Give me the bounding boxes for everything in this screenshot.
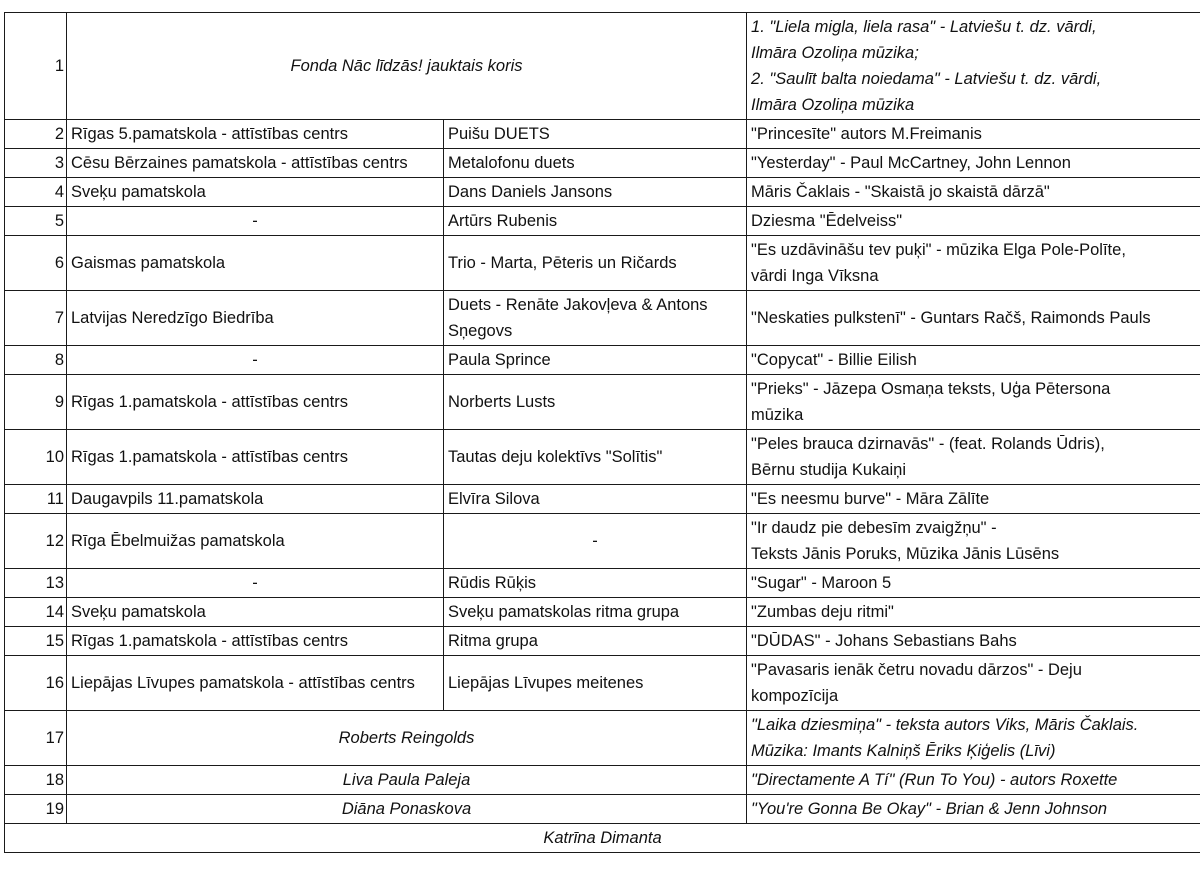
song-cell: [747, 627, 1200, 656]
song-cell: [747, 656, 1200, 711]
song-cell: [747, 375, 1200, 430]
school-cell: Daugavpils 11.pamatskola: [67, 485, 444, 514]
song-line: "Yesterday" - Paul McCartney, John Lennon: [751, 154, 1071, 172]
song-line: Mūzika: Imants Kalniņš Ēriks Ķiģelis (Līvi): [751, 742, 1056, 760]
song-cell: [747, 178, 1200, 207]
table-row: [5, 120, 1200, 149]
performer-cell: Ritma grupa: [444, 627, 747, 656]
school-cell: Gaismas pamatskola: [67, 236, 444, 291]
song-line: "Directamente A Tí" (Run To You) - autors Roxette: [751, 771, 1118, 789]
school-cell: Rīgas 1.pamatskola - attīstības centrs: [67, 430, 444, 485]
performer-cell: Artūrs Rubenis: [444, 207, 747, 236]
song-line: Ilmāra Ozoliņa mūzika: [751, 96, 915, 114]
school-cell: Cēsu Bērzaines pamatskola - attīstības centrs: [67, 149, 444, 178]
song-cell: [747, 291, 1200, 346]
row-number: 17: [5, 711, 67, 766]
song-line: "Neskaties pulkstenī" - Guntars Račš, Raimonds Pauls: [751, 309, 1151, 327]
row-number: 6: [5, 236, 67, 291]
song-line: 2. "Saulīt balta noiedama" - Latviešu t. dz. vārdi,: [751, 70, 1102, 88]
table-row: [5, 569, 1200, 598]
school-cell: Rīgas 1.pamatskola - attīstības centrs: [67, 375, 444, 430]
performer-cell: Liva Paula Paleja: [67, 766, 747, 795]
performance-table-body: [5, 13, 1200, 853]
table-row: [5, 13, 1200, 120]
table-row: [5, 514, 1200, 569]
table-row: [5, 291, 1200, 346]
table-row: [5, 598, 1200, 627]
song-line: "Es uzdāvināšu tev puķi" - mūzika Elga Pole-Polīte,: [751, 241, 1126, 259]
table-row: [5, 149, 1200, 178]
song-cell: [747, 598, 1200, 627]
row-number: 9: [5, 375, 67, 430]
performer-cell: Trio - Marta, Pēteris un Ričards: [444, 236, 747, 291]
school-cell: Liepājas Līvupes pamatskola - attīstības centrs: [67, 656, 444, 711]
song-cell: [747, 514, 1200, 569]
school-cell: -: [67, 569, 444, 598]
table-row: [5, 711, 1200, 766]
song-line: Dziesma "Ēdelveiss": [751, 212, 903, 230]
performer-cell: Rūdis Rūķis: [444, 569, 747, 598]
performer-cell: Duets - Renāte Jakovļeva & Antons Sņegovs: [444, 291, 747, 346]
song-cell: [747, 569, 1200, 598]
row-number: 5: [5, 207, 67, 236]
table-row: [5, 207, 1200, 236]
song-line: Teksts Jānis Poruks, Mūzika Jānis Lūsēns: [751, 545, 1060, 563]
footer-name: Katrīna Dimanta: [5, 824, 1200, 853]
school-cell: Rīgas 5.pamatskola - attīstības centrs: [67, 120, 444, 149]
row-number: 1: [5, 13, 67, 120]
song-cell: [747, 236, 1200, 291]
song-line: Māris Čaklais - "Skaistā jo skaistā dārzā": [751, 183, 1050, 201]
school-cell: Sveķu pamatskola: [67, 178, 444, 207]
performer-cell: Norberts Lusts: [444, 375, 747, 430]
song-cell: [747, 346, 1200, 375]
school-cell: Rīga Ēbelmuižas pamatskola: [67, 514, 444, 569]
table-row: [5, 795, 1200, 824]
song-line: "Es neesmu burve" - Māra Zālīte: [751, 490, 990, 508]
performer-cell: Liepājas Līvupes meitenes: [444, 656, 747, 711]
school-cell: -: [67, 207, 444, 236]
school-cell: Sveķu pamatskola: [67, 598, 444, 627]
row-number: 8: [5, 346, 67, 375]
footer-row: [5, 824, 1200, 853]
song-cell: [747, 485, 1200, 514]
song-cell: [747, 149, 1200, 178]
performer-cell: Elvīra Silova: [444, 485, 747, 514]
song-cell: [747, 766, 1200, 795]
performer-cell: Sveķu pamatskolas ritma grupa: [444, 598, 747, 627]
song-line: "Ir daudz pie debesīm zvaigžņu" -: [751, 519, 997, 537]
row-number: 3: [5, 149, 67, 178]
table-row: [5, 485, 1200, 514]
song-line: mūzika: [751, 406, 804, 424]
song-cell: [747, 120, 1200, 149]
school-cell: Latvijas Neredzīgo Biedrība: [67, 291, 444, 346]
row-number: 4: [5, 178, 67, 207]
song-cell: [747, 430, 1200, 485]
row-number: 16: [5, 656, 67, 711]
song-line: "Princesīte" autors M.Freimanis: [751, 125, 982, 143]
performer-cell: Metalofonu duets: [444, 149, 747, 178]
song-line: Ilmāra Ozoliņa mūzika;: [751, 44, 919, 62]
performer-cell: Roberts Reingolds: [67, 711, 747, 766]
performer-cell: -: [444, 514, 747, 569]
song-line: "You're Gonna Be Okay" - Brian & Jenn Johnson: [751, 800, 1108, 818]
performer-cell: Fonda Nāc līdzās! jauktais koris: [67, 13, 747, 120]
song-line: Bērnu studija Kukaiņi: [751, 461, 907, 479]
row-number: 18: [5, 766, 67, 795]
performer-cell: Puišu DUETS: [444, 120, 747, 149]
song-cell: [747, 207, 1200, 236]
song-cell: [747, 795, 1200, 824]
table-row: [5, 656, 1200, 711]
song-cell: [747, 711, 1200, 766]
row-number: 19: [5, 795, 67, 824]
table-row: [5, 430, 1200, 485]
table-row: [5, 236, 1200, 291]
song-line: "Sugar" - Maroon 5: [751, 574, 892, 592]
row-number: 14: [5, 598, 67, 627]
table-row: [5, 375, 1200, 430]
song-line: "Copycat" - Billie Eilish: [751, 351, 917, 369]
song-line: "DŪDAS" - Johans Sebastians Bahs: [751, 632, 1017, 650]
table-row: [5, 766, 1200, 795]
song-line: kompozīcija: [751, 687, 839, 705]
row-number: 12: [5, 514, 67, 569]
song-cell: [747, 13, 1200, 120]
performer-cell: Dans Daniels Jansons: [444, 178, 747, 207]
song-line: "Zumbas deju ritmi": [751, 603, 894, 621]
school-cell: -: [67, 346, 444, 375]
row-number: 2: [5, 120, 67, 149]
song-line: "Laika dziesmiņa" - teksta autors Viks, Māris Čaklais.: [751, 716, 1139, 734]
row-number: 7: [5, 291, 67, 346]
row-number: 15: [5, 627, 67, 656]
performer-cell: Paula Sprince: [444, 346, 747, 375]
program-sheet: [4, 12, 1200, 853]
table-row: [5, 346, 1200, 375]
song-line: "Prieks" - Jāzepa Osmaņa teksts, Uģa Pētersona: [751, 380, 1111, 398]
song-line: 1. "Liela migla, liela rasa" - Latviešu t. dz. vārdi,: [751, 18, 1097, 36]
song-line: "Pavasaris ienāk četru novadu dārzos" - Deju: [751, 661, 1082, 679]
song-line: vārdi Inga Vīksna: [751, 267, 879, 285]
song-line: "Peles brauca dzirnavās" - (feat. Rolands Ūdris),: [751, 435, 1105, 453]
row-number: 10: [5, 430, 67, 485]
performer-cell: Tautas deju kolektīvs "Solītis": [444, 430, 747, 485]
row-number: 11: [5, 485, 67, 514]
performer-cell: Diāna Ponaskova: [67, 795, 747, 824]
school-cell: Rīgas 1.pamatskola - attīstības centrs: [67, 627, 444, 656]
row-number: 13: [5, 569, 67, 598]
table-row: [5, 627, 1200, 656]
performance-table: [4, 12, 1200, 853]
table-row: [5, 178, 1200, 207]
